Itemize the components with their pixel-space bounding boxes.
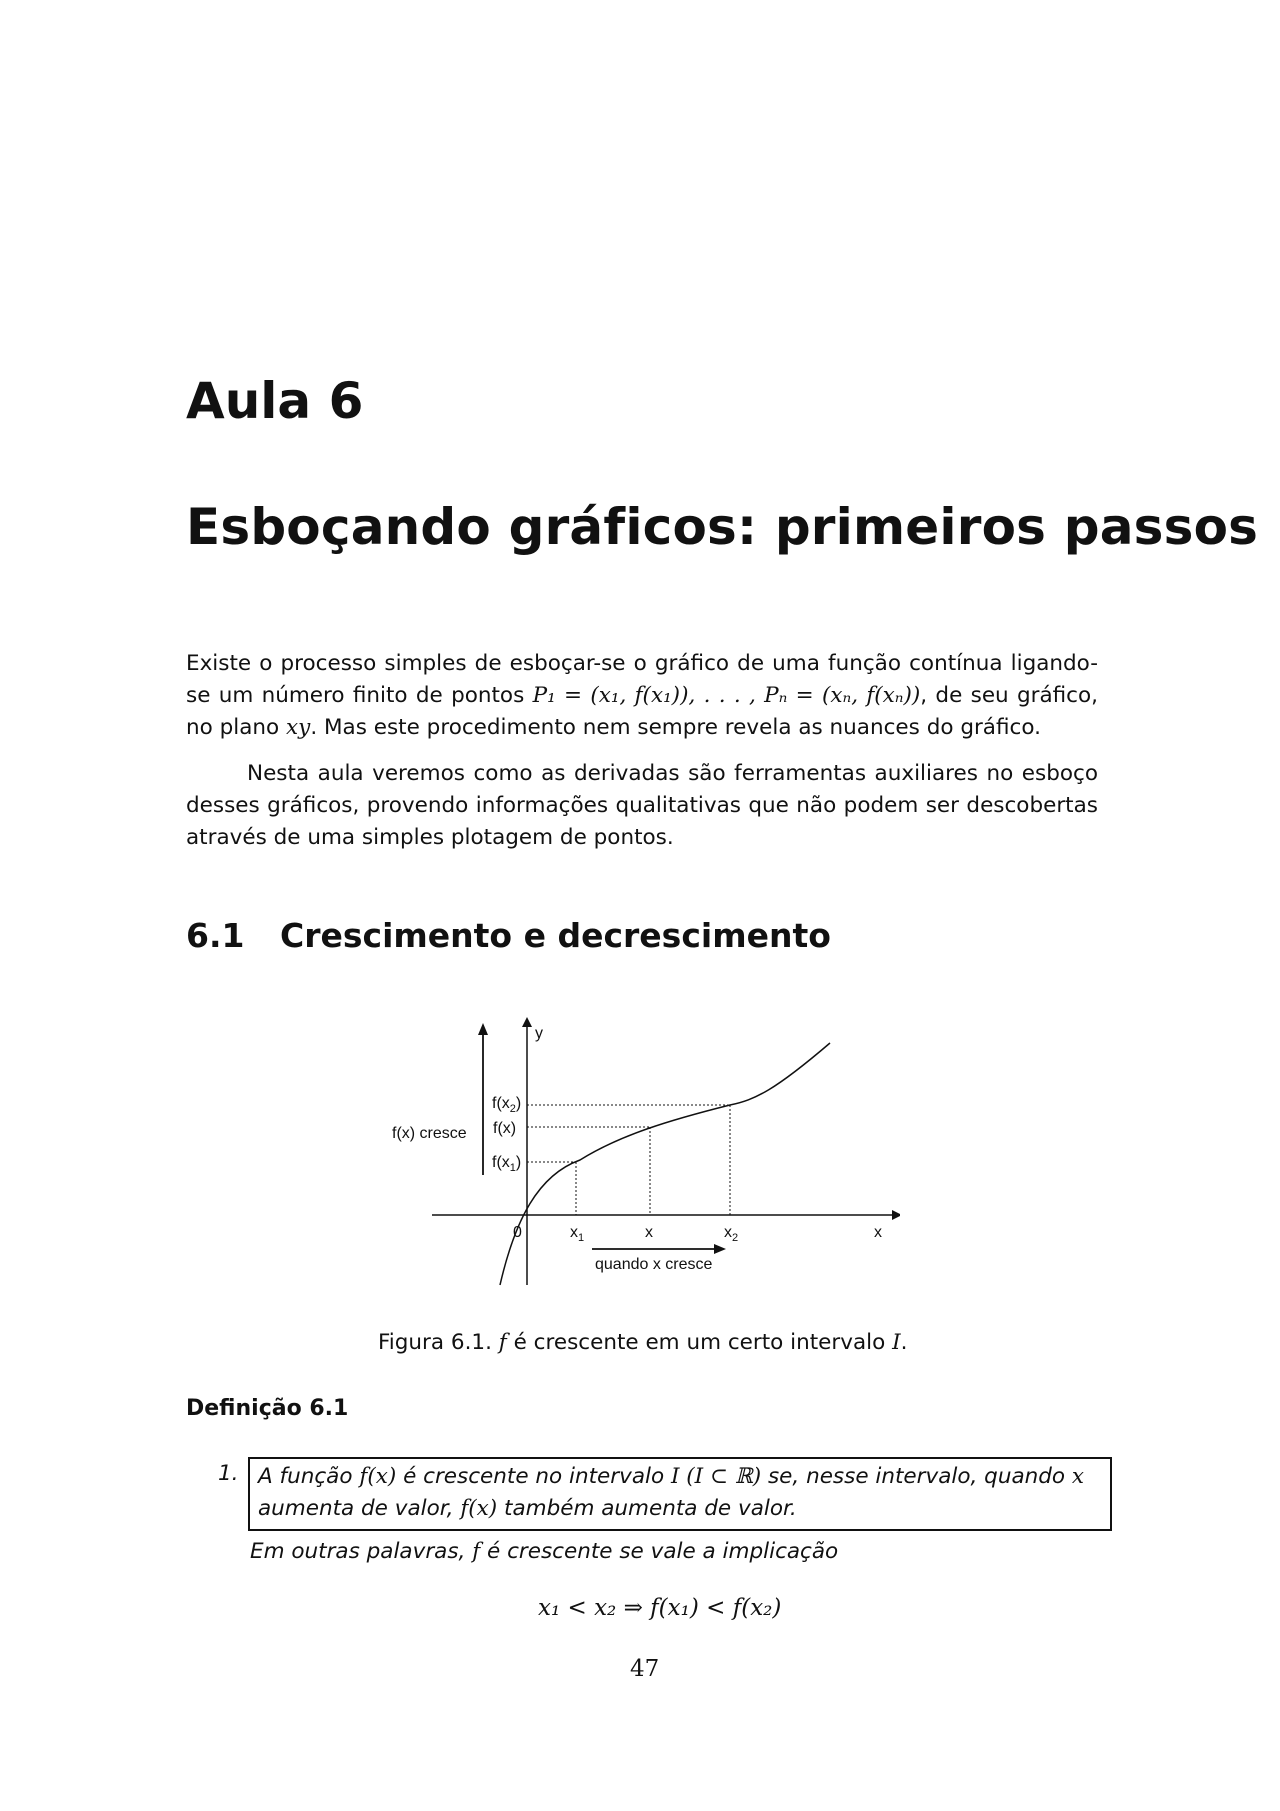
def-text-c: se, nesse intervalo, quando [767, 1464, 1066, 1489]
caption-text: é crescente em um certo intervalo [513, 1330, 886, 1355]
intro-formula-points: P₁ = (x₁, f(x₁)), . . . , Pₙ = (xₙ, f(xₙ)) [532, 683, 921, 708]
label-fx1: $f(x_1)$ [492, 1154, 522, 1174]
quando-arrowhead [714, 1244, 726, 1254]
def-math-x: x [1071, 1464, 1085, 1489]
y-axis-label: y [535, 1025, 543, 1042]
intro-text-a: Existe o processo simples de esboçar-se o gráfico de uma função contínua ligando-se um número finito de pontos [186, 651, 1098, 708]
chapter-heading: Aula 6 [186, 372, 364, 430]
definition-rephrase [250, 1539, 838, 1564]
def-text-a: A função [258, 1464, 353, 1489]
fx-cresce-label: f(x) cresce [392, 1125, 467, 1142]
label-x1: $x_1$ [570, 1224, 585, 1244]
def-math-fx-2: f(x) [460, 1496, 498, 1521]
rephrase-text-b: é crescente se vale a implicação [487, 1539, 839, 1564]
intro-text-c: . Mas este procedimento nem sempre revela as nuances do gráfico. [310, 715, 1041, 740]
page-number: 47 [630, 1656, 660, 1682]
def-math-interval: I (I ⊂ ℝ) [670, 1464, 762, 1489]
label-x: x [645, 1224, 653, 1241]
caption-end: . [900, 1330, 908, 1355]
caption-prefix: Figura 6.1. [378, 1330, 492, 1355]
section-heading [186, 916, 831, 955]
caption-math-f: f [498, 1330, 507, 1355]
x-axis-label: x [874, 1224, 882, 1241]
definition-box [248, 1457, 1112, 1531]
def-text-d: aumenta de valor, [258, 1496, 454, 1521]
intro-paragraph-2: Nesta aula veremos como as derivadas são ferramentas auxiliares no esboço desses gráficos, provendo informações qualitativas que não podem ser descobertas através de uma simples plotagem de pontos. [186, 761, 1098, 850]
label-fx: f(x) [493, 1120, 517, 1137]
y-axis-arrow [522, 1017, 532, 1027]
rephrase-math-f: f [472, 1539, 481, 1564]
section-number: 6.1 [186, 916, 245, 955]
rephrase-text-a: Em outras palavras, [250, 1539, 466, 1564]
quando-label: quando x cresce [595, 1256, 713, 1273]
intro-paragraph-1 [186, 648, 1098, 744]
intro-text-b: , de seu gráfico, no plano [186, 683, 1098, 740]
chapter-title: Esboçando gráficos: primeiros passos [186, 498, 1259, 556]
implication-formula: x₁ < x₂ ⇒ f(x₁) < f(x₂) [538, 1595, 782, 1621]
definition-item-number: 1. [218, 1461, 239, 1486]
label-x2: $x_2$ [724, 1224, 739, 1244]
caption-math-i: I [892, 1330, 901, 1355]
def-text-e: também aumenta de valor. [504, 1496, 797, 1521]
section-title: Crescimento e decrescimento [280, 916, 831, 955]
figure-caption [378, 1330, 907, 1355]
def-math-fx: f(x) [359, 1464, 397, 1489]
fx-cresce-arrowhead [478, 1023, 488, 1035]
def-text-b: é crescente no intervalo [403, 1464, 665, 1489]
label-fx2: $f(x_2)$ [492, 1095, 522, 1115]
origin-label: 0 [513, 1224, 522, 1241]
definition-heading: Definição 6.1 [186, 1396, 349, 1421]
intro-formula-xy: xy [286, 715, 311, 740]
figure-increasing-function [380, 1005, 900, 1305]
x-axis-arrow [892, 1210, 900, 1220]
